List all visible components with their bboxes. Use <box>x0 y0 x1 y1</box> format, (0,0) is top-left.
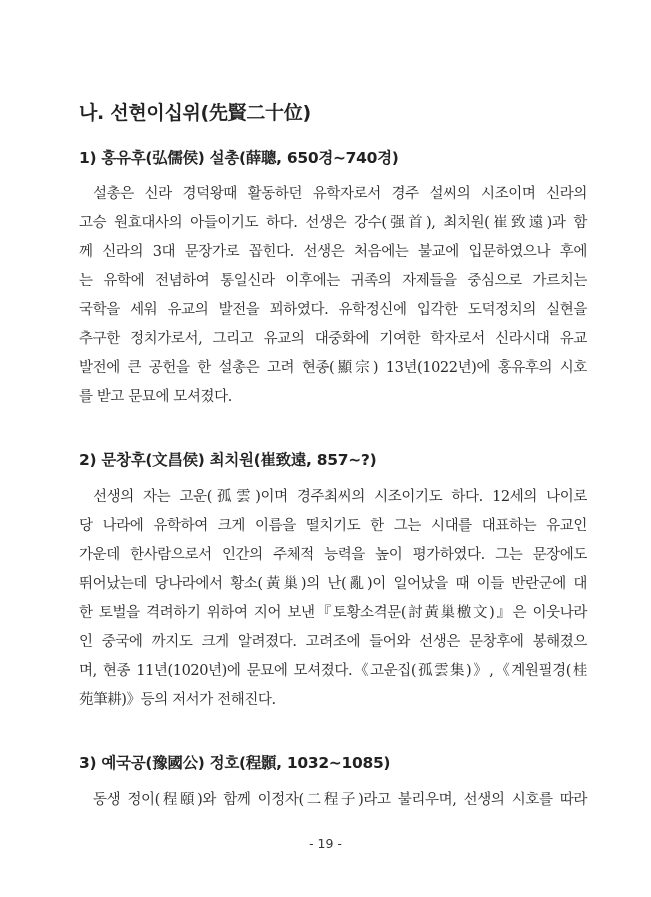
paragraph-line: 가운데 한사람으로서 인간의 주체적 능력을 높이 평가하였다. 그는 문장에도 <box>79 547 587 563</box>
paragraph-line: 발전에 큰 공헌을 한 설총은 고려 현종(顯宗) 13년(1022년)에 홍유후의 시호 <box>79 360 587 376</box>
paragraph-line: 를 받고 문묘에 모셔졌다. <box>79 389 232 405</box>
subsection-title-choechiwon: 2) 문창후(文昌侯) 최치원(崔致遠, 857~?) <box>79 451 377 469</box>
paragraph-line: 인 중국에 까지도 크게 알려졌다. 고려조에 들어와 선생은 문창후에 봉해졌으 <box>79 634 587 650</box>
paragraph-line: 설총은 신라 경덕왕때 활동하던 유학자로서 경주 설씨의 시조이며 신라의 <box>93 186 587 202</box>
paragraph-line: 선생의 자는 고운(孤雲)이며 경주최씨의 시조이기도 하다. 12세의 나이로 <box>93 489 587 505</box>
paragraph-line: 고승 원효대사의 아들이기도 하다. 선생은 강수(强首), 최치원(崔致遠)과 함 <box>79 215 587 231</box>
paragraph-line: 당 나라에 유학하여 크게 이름을 떨치기도 한 그는 시대를 대표하는 유교인 <box>79 518 587 534</box>
subsection-title-seolchong: 1) 홍유후(弘儒侯) 설총(薛聰, 650경~740경) <box>79 149 399 167</box>
paragraph-line: 추구한 정치가로서, 그리고 유교의 대중화에 기여한 학자로서 신라시대 유교 <box>79 331 587 347</box>
paragraph-line: 는 유학에 전념하여 통일신라 이후에는 귀족의 자제들을 중심으로 가르치는 <box>79 273 587 289</box>
paragraph-line: 며, 현종 11년(1020년)에 문묘에 모셔졌다.《고운집(孤雲集)》,《계원필경(桂 <box>79 663 587 679</box>
page-number: - 19 - <box>309 836 342 851</box>
paragraph-line: 뛰어났는데 당나라에서 황소(黃巢)의 난(亂)이 일어났을 때 이들 반란군에 대 <box>79 576 587 592</box>
paragraph-line: 국학을 세워 유교의 발전을 꾀하였다. 유학정신에 입각한 도덕정치의 실현을 <box>79 302 587 318</box>
paragraph-line: 동생 정이(程頤)와 함께 이정자(二程子)라고 불리우며, 선생의 시호를 따라 <box>93 792 587 808</box>
subsection-title-jeongho: 3) 예국공(豫國公) 정호(程顥, 1032~1085) <box>79 754 391 772</box>
paragraph-line: 한 토벌을 격려하기 위하여 지어 보낸『토황소격문(討黃巢檄文)』은 이웃나라 <box>79 605 587 621</box>
section-heading: 나. 선현이십위(先賢二十位) <box>79 102 311 124</box>
paragraph-line: 께 신라의 3대 문장가로 꼽힌다. 선생은 처음에는 불교에 입문하였으나 후에 <box>79 244 587 260</box>
paragraph-line: 苑筆耕)》등의 저서가 전해진다. <box>79 692 276 708</box>
